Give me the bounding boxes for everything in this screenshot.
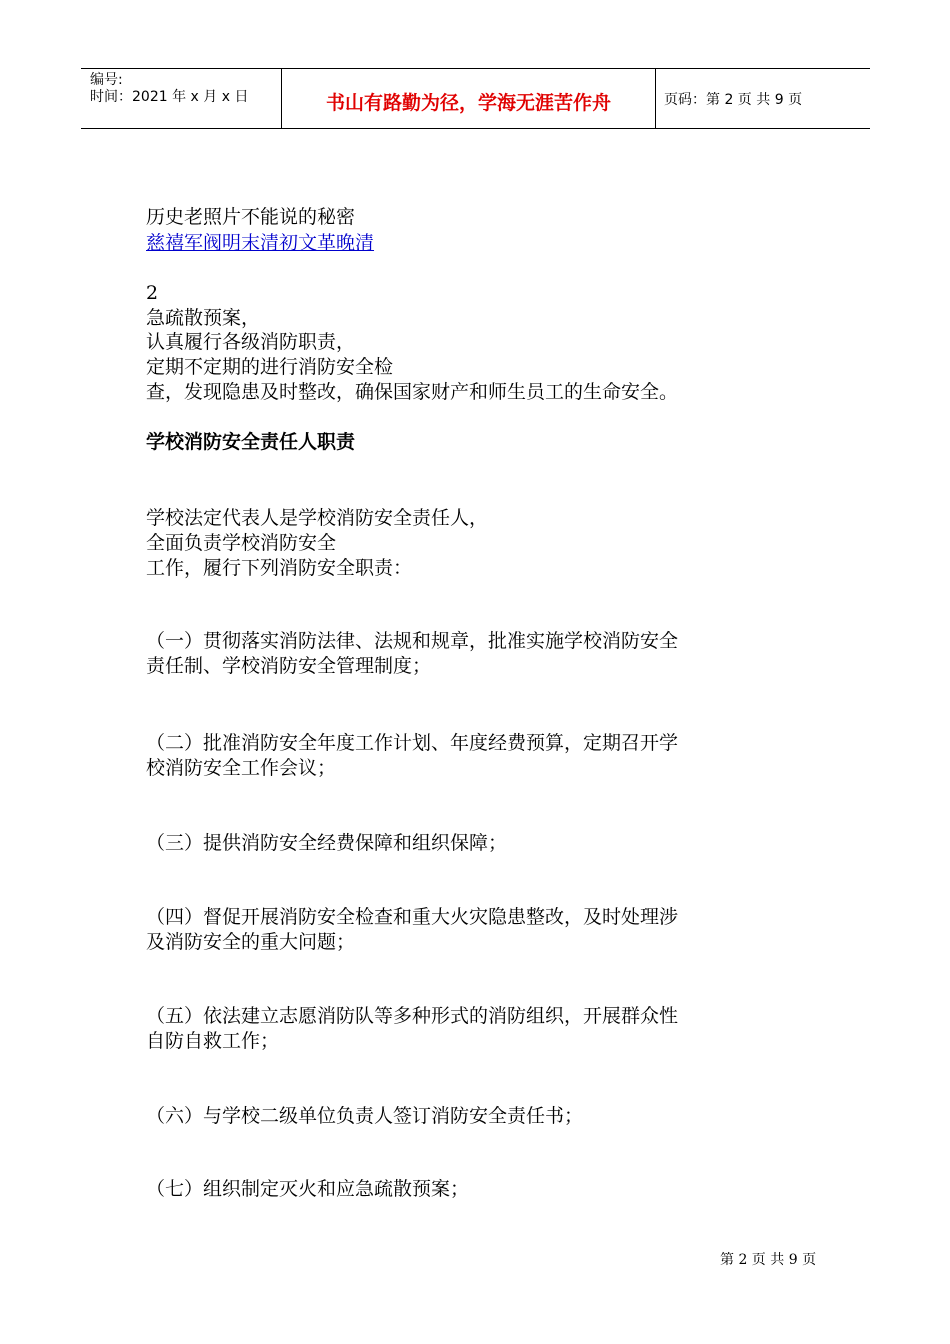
duty-item-2-line-2: 校消防安全工作会议； [146,757,337,779]
duty-item-3: （三）提供消防安全经费保障和组织保障； [146,832,508,854]
section-heading: 学校消防安全责任人职责 [146,431,356,453]
header-time-label: 时间：2021 年 x 月 x 日 [90,89,249,105]
intro-line: 查，发现隐患及时整改，确保国家财产和师生员工的生命安全。 [146,381,679,403]
duty-item-7: （七）组织制定灭火和应急疏散预案； [146,1178,470,1200]
header-motto: 书山有路勤为径，学海无涯苦作舟 [325,92,611,114]
header-divider-right [655,68,656,129]
duty-item-5-line-2: 自防自救工作； [146,1030,280,1052]
duty-item-1-line-2: 责任制、学校消防安全管理制度； [146,655,432,677]
duty-item-1-line-1: （一）贯彻落实消防法律、法规和规章，批准实施学校消防安全 [146,630,679,652]
duty-item-5-line-1: （五）依法建立志愿消防队等多种形式的消防组织，开展群众性 [146,1005,679,1027]
intro-line: 定期不定期的进行消防安全检 [146,356,394,378]
intro-line: 急疏散预案， [146,307,261,329]
duty-item-2-line-1: （二）批准消防安全年度工作计划、年度经费预算，定期召开学 [146,732,679,754]
intro-line: 认真履行各级消防职责， [146,331,356,353]
header-bottom-rule [81,128,870,129]
header-code-label: 编号: [90,72,123,88]
duty-item-6: （六）与学校二级单位负责人签订消防安全责任书； [146,1105,584,1127]
section-intro-line: 全面负责学校消防安全 [146,532,337,554]
header-page-label: 页码：第 2 页 共 9 页 [664,92,803,108]
duty-item-4-line-1: （四）督促开展消防安全检查和重大火灾隐患整改，及时处理涉 [146,906,679,928]
header-top-rule [81,68,870,69]
footer-page-label: 第 2 页 共 9 页 [720,1252,817,1268]
keyword-link[interactable]: 慈禧军阀明末清初文革晚清 [146,232,375,254]
duty-item-4-line-2: 及消防安全的重大问题； [146,931,356,953]
doc-title: 历史老照片不能说的秘密 [146,206,356,228]
section-intro-line: 工作，履行下列消防安全职责： [146,557,413,579]
section-intro-line: 学校法定代表人是学校消防安全责任人， [146,507,489,529]
page-number-text: 2 [146,282,159,304]
